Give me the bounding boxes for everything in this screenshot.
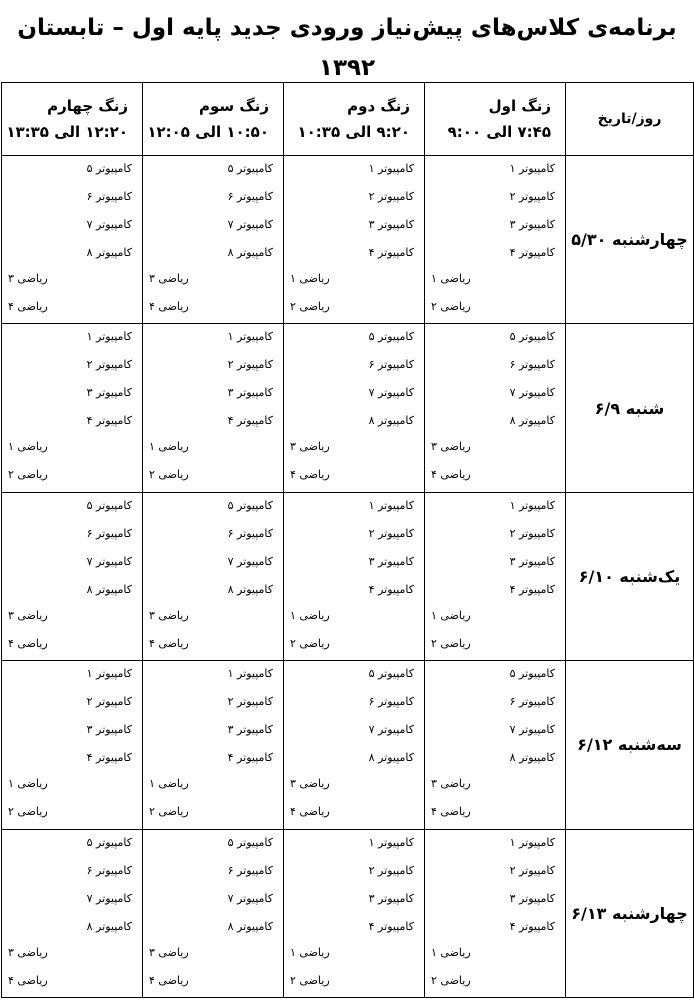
computer-class: کامپیوتر ۷ xyxy=(227,554,273,568)
computer-class: کامپیوتر ۳ xyxy=(509,891,555,905)
computer-class: کامپیوتر ۳ xyxy=(227,723,273,737)
math-class: ریاضی ۴ xyxy=(431,468,471,482)
computer-class: کامپیوتر ۵ xyxy=(86,835,132,849)
computer-class: کامپیوتر ۴ xyxy=(509,919,555,933)
math-class: ریاضی ۱ xyxy=(149,777,189,791)
computer-class: کامپیوتر ۱ xyxy=(227,330,273,344)
computer-class: کامپیوتر ۶ xyxy=(368,695,414,709)
math-class: ریاضی ۱ xyxy=(290,945,330,959)
math-class: ریاضی ۱ xyxy=(290,608,330,622)
computer-class: کامپیوتر ۷ xyxy=(86,554,132,568)
computer-class: کامپیوتر ۷ xyxy=(368,723,414,737)
computer-class: کامپیوتر ۸ xyxy=(509,751,555,765)
computer-class: کامپیوتر ۲ xyxy=(227,695,273,709)
computer-class: کامپیوتر ۶ xyxy=(509,358,555,372)
computer-class: کامپیوتر ۳ xyxy=(227,386,273,400)
math-class: ریاضی ۱ xyxy=(290,272,330,285)
computer-class: کامپیوتر ۲ xyxy=(368,863,414,877)
math-class: ریاضی ۳ xyxy=(290,440,330,454)
schedule-cell xyxy=(2,156,143,324)
computer-class: کامپیوتر ۷ xyxy=(86,891,132,905)
computer-class: کامپیوتر ۳ xyxy=(509,218,555,231)
computer-class: کامپیوتر ۱ xyxy=(509,498,555,512)
computer-class: کامپیوتر ۴ xyxy=(368,919,414,933)
computer-class: کامپیوتر ۴ xyxy=(509,246,555,259)
math-class: ریاضی ۲ xyxy=(290,636,330,650)
computer-class: کامپیوتر ۱ xyxy=(86,667,132,681)
header-row xyxy=(2,83,694,156)
math-class: ریاضی ۱ xyxy=(431,272,471,285)
computer-class: کامپیوتر ۲ xyxy=(86,358,132,372)
computer-class: کامپیوتر ۸ xyxy=(86,246,132,259)
computer-class: کامپیوتر ۴ xyxy=(368,582,414,596)
schedule-cell xyxy=(284,661,425,829)
computer-class: کامپیوتر ۶ xyxy=(86,863,132,877)
slot-name: زنگ اول xyxy=(488,97,551,115)
computer-class: کامپیوتر ۷ xyxy=(509,723,555,737)
computer-class: کامپیوتر ۱ xyxy=(368,835,414,849)
computer-class: کامپیوتر ۷ xyxy=(509,386,555,400)
schedule-cell xyxy=(2,829,143,997)
computer-class: کامپیوتر ۶ xyxy=(227,863,273,877)
day-date-header: روز/تاریخ xyxy=(566,83,694,156)
computer-class: کامپیوتر ۸ xyxy=(368,414,414,428)
day-label: چهارشنبه ۵/۳۰ xyxy=(566,156,694,324)
computer-class: کامپیوتر ۲ xyxy=(509,190,555,203)
computer-class: کامپیوتر ۵ xyxy=(368,330,414,344)
math-class: ریاضی ۲ xyxy=(8,805,48,819)
computer-class: کامپیوتر ۱ xyxy=(368,162,414,175)
computer-class: کامپیوتر ۸ xyxy=(227,246,273,259)
computer-class: کامپیوتر ۵ xyxy=(86,162,132,175)
computer-class: کامپیوتر ۴ xyxy=(86,414,132,428)
schedule-cell xyxy=(425,324,566,492)
schedule-cell xyxy=(284,156,425,324)
math-class: ریاضی ۳ xyxy=(149,945,189,959)
computer-class: کامپیوتر ۲ xyxy=(509,526,555,540)
math-class: ریاضی ۲ xyxy=(149,805,189,819)
slot-header xyxy=(425,83,566,156)
math-class: ریاضی ۳ xyxy=(290,777,330,791)
schedule-cell xyxy=(284,324,425,492)
math-class: ریاضی ۲ xyxy=(8,468,48,482)
math-class: ریاضی ۲ xyxy=(431,300,471,313)
computer-class: کامپیوتر ۴ xyxy=(368,246,414,259)
computer-class: کامپیوتر ۲ xyxy=(368,526,414,540)
computer-class: کامپیوتر ۱ xyxy=(368,498,414,512)
schedule-cell xyxy=(425,492,566,660)
day-label: چهارشنبه ۶/۱۳ xyxy=(566,829,694,997)
math-class: ریاضی ۴ xyxy=(290,468,330,482)
schedule-cell xyxy=(284,492,425,660)
day-row xyxy=(2,661,694,829)
computer-class: کامپیوتر ۸ xyxy=(227,582,273,596)
slot-header xyxy=(284,83,425,156)
schedule-table xyxy=(1,82,694,998)
schedule-cell xyxy=(2,324,143,492)
computer-class: کامپیوتر ۲ xyxy=(509,863,555,877)
computer-class: کامپیوتر ۸ xyxy=(86,582,132,596)
day-label: یک‌شنبه ۶/۱۰ xyxy=(566,492,694,660)
math-class: ریاضی ۳ xyxy=(149,272,189,285)
math-class: ریاضی ۴ xyxy=(149,973,189,987)
computer-class: کامپیوتر ۲ xyxy=(368,190,414,203)
slot-header xyxy=(143,83,284,156)
math-class: ریاضی ۴ xyxy=(149,636,189,650)
computer-class: کامپیوتر ۱ xyxy=(227,667,273,681)
schedule-cell xyxy=(2,492,143,660)
slot-name: زنگ دوم xyxy=(347,97,410,115)
computer-class: کامپیوتر ۴ xyxy=(227,414,273,428)
computer-class: کامپیوتر ۸ xyxy=(86,919,132,933)
schedule-cell xyxy=(143,829,284,997)
math-class: ریاضی ۲ xyxy=(149,468,189,482)
computer-class: کامپیوتر ۵ xyxy=(368,667,414,681)
computer-class: کامپیوتر ۴ xyxy=(86,751,132,765)
computer-class: کامپیوتر ۲ xyxy=(227,358,273,372)
slot-time: ۱۲:۲۰ الی ۱۳:۳۵ xyxy=(6,123,128,141)
page-title: برنامه‌ی کلاس‌های پیش‌نیاز ورودی جدید پایه اول – تابستان ۱۳۹۲ xyxy=(17,15,677,81)
day-row xyxy=(2,829,694,997)
day-row xyxy=(2,156,694,324)
computer-class: کامپیوتر ۳ xyxy=(509,554,555,568)
computer-class: کامپیوتر ۵ xyxy=(509,330,555,344)
math-class: ریاضی ۲ xyxy=(431,973,471,987)
math-class: ریاضی ۲ xyxy=(290,300,330,313)
math-class: ریاضی ۳ xyxy=(8,945,48,959)
math-class: ریاضی ۳ xyxy=(431,777,471,791)
computer-class: کامپیوتر ۴ xyxy=(509,582,555,596)
computer-class: کامپیوتر ۵ xyxy=(86,498,132,512)
math-class: ریاضی ۱ xyxy=(8,440,48,454)
computer-class: کامپیوتر ۸ xyxy=(509,414,555,428)
slot-time: ۹:۲۰ الی ۱۰:۳۵ xyxy=(297,123,410,141)
math-class: ریاضی ۴ xyxy=(8,973,48,987)
schedule-cell xyxy=(143,324,284,492)
computer-class: کامپیوتر ۶ xyxy=(368,358,414,372)
schedule-cell xyxy=(2,661,143,829)
computer-class: کامپیوتر ۵ xyxy=(227,835,273,849)
computer-class: کامپیوتر ۶ xyxy=(227,526,273,540)
math-class: ریاضی ۴ xyxy=(290,805,330,819)
schedule-cell xyxy=(143,156,284,324)
math-class: ریاضی ۱ xyxy=(431,608,471,622)
computer-class: کامپیوتر ۳ xyxy=(86,386,132,400)
day-label: سه‌شنبه ۶/۱۲ xyxy=(566,661,694,829)
computer-class: کامپیوتر ۷ xyxy=(227,218,273,231)
slot-time: ۱۰:۵۰ الی ۱۲:۰۵ xyxy=(147,123,269,141)
computer-class: کامپیوتر ۷ xyxy=(227,891,273,905)
math-class: ریاضی ۳ xyxy=(8,272,48,285)
computer-class: کامپیوتر ۵ xyxy=(227,498,273,512)
math-class: ریاضی ۳ xyxy=(149,608,189,622)
schedule-cell xyxy=(284,829,425,997)
schedule-cell xyxy=(425,156,566,324)
schedule-cell xyxy=(143,661,284,829)
computer-class: کامپیوتر ۱ xyxy=(509,835,555,849)
computer-class: کامپیوتر ۷ xyxy=(86,218,132,231)
computer-class: کامپیوتر ۵ xyxy=(509,667,555,681)
day-label: شنبه ۶/۹ xyxy=(566,324,694,492)
computer-class: کامپیوتر ۳ xyxy=(368,218,414,231)
day-row xyxy=(2,324,694,492)
computer-class: کامپیوتر ۳ xyxy=(86,723,132,737)
computer-class: کامپیوتر ۴ xyxy=(227,751,273,765)
math-class: ریاضی ۲ xyxy=(290,973,330,987)
math-class: ریاضی ۳ xyxy=(431,440,471,454)
computer-class: کامپیوتر ۵ xyxy=(227,162,273,175)
math-class: ریاضی ۱ xyxy=(8,777,48,791)
computer-class: کامپیوتر ۳ xyxy=(368,554,414,568)
math-class: ریاضی ۴ xyxy=(8,300,48,313)
math-class: ریاضی ۴ xyxy=(431,805,471,819)
computer-class: کامپیوتر ۸ xyxy=(368,751,414,765)
computer-class: کامپیوتر ۳ xyxy=(368,891,414,905)
slot-time: ۷:۴۵ الی ۹:۰۰ xyxy=(447,123,551,141)
computer-class: کامپیوتر ۲ xyxy=(86,695,132,709)
computer-class: کامپیوتر ۶ xyxy=(86,526,132,540)
math-class: ریاضی ۲ xyxy=(431,636,471,650)
schedule-cell xyxy=(425,661,566,829)
math-class: ریاضی ۱ xyxy=(149,440,189,454)
computer-class: کامپیوتر ۶ xyxy=(86,190,132,203)
computer-class: کامپیوتر ۶ xyxy=(509,695,555,709)
math-class: ریاضی ۴ xyxy=(149,300,189,313)
math-class: ریاضی ۳ xyxy=(8,608,48,622)
computer-class: کامپیوتر ۱ xyxy=(509,162,555,175)
computer-class: کامپیوتر ۷ xyxy=(368,386,414,400)
math-class: ریاضی ۱ xyxy=(431,945,471,959)
day-row xyxy=(2,492,694,660)
math-class: ریاضی ۴ xyxy=(8,636,48,650)
slot-header xyxy=(2,83,143,156)
schedule-cell xyxy=(425,829,566,997)
schedule-cell xyxy=(143,492,284,660)
computer-class: کامپیوتر ۸ xyxy=(227,919,273,933)
slot-name: زنگ چهارم xyxy=(47,97,128,115)
computer-class: کامپیوتر ۶ xyxy=(227,190,273,203)
slot-name: زنگ سوم xyxy=(199,97,269,115)
computer-class: کامپیوتر ۱ xyxy=(86,330,132,344)
